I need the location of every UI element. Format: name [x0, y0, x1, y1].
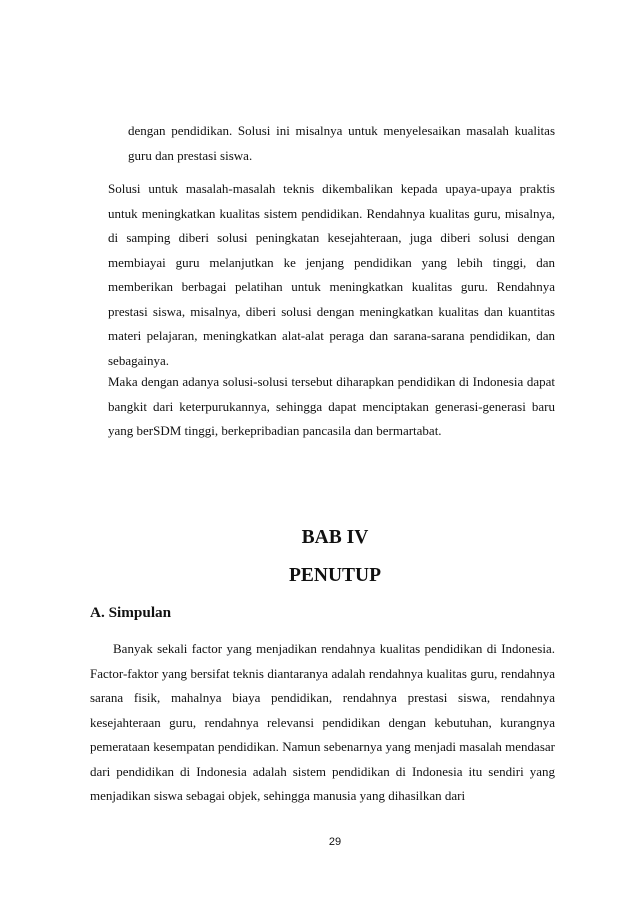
page-number: 29: [328, 836, 342, 848]
paragraph-hope: Maka dengan adanya solusi-solusi tersebut diharapkan pendidikan di Indonesia dapat bangkit dari keterpurukannya, sehingga dapat menciptakan generasi-generasi baru yang berSDM tinggi, berkepribadian pancasila dan bermartabat.: [108, 374, 555, 438]
paragraph-technical-solutions: Solusi untuk masalah-masalah teknis dikembalikan kepada upaya-upaya praktis untuk meningkatkan kualitas sistem pendidikan. Rendahnya kualitas guru, misalnya, di samping diberi solusi peningkatan kesejahteraan, juga diberi solusi dengan membiayai guru melanjutkan ke jenjang pendidikan yang lebih tinggi, dan memberikan berbagai pelatihan untuk meningkatkan kualitas guru. Rendahnya prestasi siswa, misalnya, diberi solusi dengan meningkatkan kualitas dan kuantitas materi pelajaran, meningkatkan alat-alat peraga dan sarana-sarana pendidikan, dan sebagainya.: [108, 181, 555, 368]
chapter-title-heading: PENUTUP: [288, 565, 382, 586]
chapter-number-heading: BAB IV: [301, 527, 369, 548]
paragraph-simpulan: Banyak sekali factor yang menjadikan rendahnya kualitas pendidikan di Indonesia. Factor-faktor yang bersifat teknis diantaranya adalah rendahnya kualitas guru, rendahnya sarana fisik, mahalnya biaya pendidikan, rendahnya prestasi siswa, rendahnya kesejahteraan guru, rendahnya relevansi pendidikan dengan kebutuhan, kurangnya pemerataan kesempatan pendidikan. Namun sebenarnya yang menjadi masalah mendasar dari pendidikan di Indonesia adalah sistem pendidikan di Indonesia itu sendiri yang menjadikan siswa sebagai objek, sehingga manusia yang dihasilkan dari: [90, 641, 555, 803]
section-heading-simpulan: A. Simpulan: [90, 604, 172, 621]
paragraph-continuation: dengan pendidikan. Solusi ini misalnya untuk menyelesaikan masalah kualitas guru dan prestasi siswa.: [128, 123, 555, 163]
